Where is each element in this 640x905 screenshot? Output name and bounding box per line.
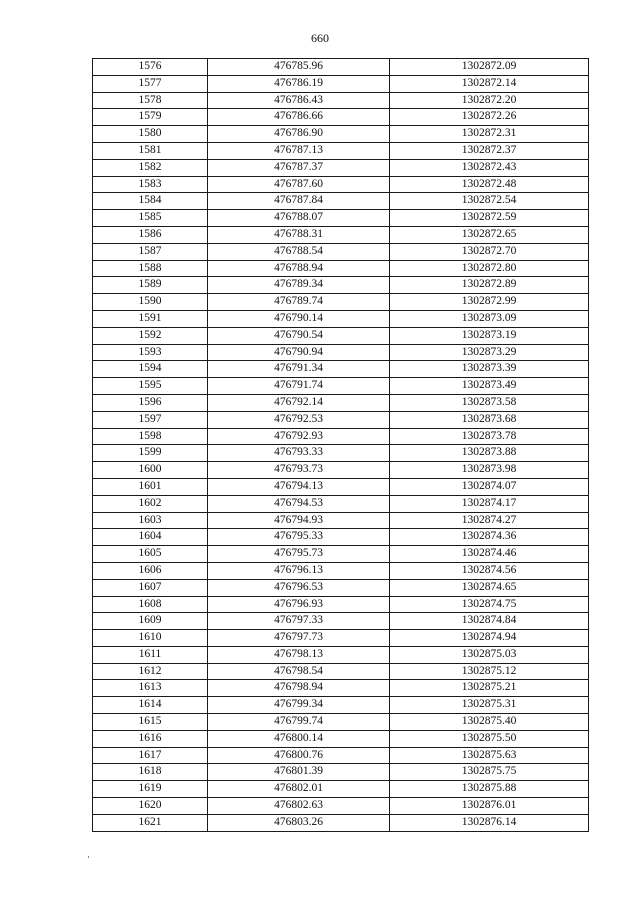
table-row <box>93 411 589 428</box>
y-coordinate-cell: 1302872.31 <box>390 126 589 143</box>
table-row <box>93 579 589 596</box>
table-row <box>93 277 589 294</box>
table-row <box>93 92 589 109</box>
x-coordinate-cell: 476787.13 <box>208 142 390 159</box>
y-coordinate-cell: 1302872.65 <box>390 226 589 243</box>
table-row <box>93 59 589 76</box>
x-coordinate-cell: 476798.13 <box>208 646 390 663</box>
table-row <box>93 798 589 815</box>
x-coordinate-cell: 476787.60 <box>208 176 390 193</box>
y-coordinate-cell: 1302875.40 <box>390 714 589 731</box>
y-coordinate-cell: 1302872.89 <box>390 277 589 294</box>
x-coordinate-cell: 476795.73 <box>208 546 390 563</box>
x-coordinate-cell: 476801.39 <box>208 764 390 781</box>
point-number-cell: 1588 <box>93 260 208 277</box>
y-coordinate-cell: 1302875.75 <box>390 764 589 781</box>
x-coordinate-cell: 476788.07 <box>208 210 390 227</box>
table-row <box>93 512 589 529</box>
scan-speck <box>88 856 89 858</box>
table-row <box>93 714 589 731</box>
point-number-cell: 1591 <box>93 310 208 327</box>
point-number-cell: 1609 <box>93 613 208 630</box>
y-coordinate-cell: 1302874.56 <box>390 562 589 579</box>
y-coordinate-cell: 1302873.19 <box>390 327 589 344</box>
x-coordinate-cell: 476796.53 <box>208 579 390 596</box>
table-row <box>93 193 589 210</box>
x-coordinate-cell: 476793.73 <box>208 462 390 479</box>
point-number-cell: 1610 <box>93 630 208 647</box>
x-coordinate-cell: 476802.01 <box>208 781 390 798</box>
point-number-cell: 1604 <box>93 529 208 546</box>
point-number-cell: 1587 <box>93 243 208 260</box>
x-coordinate-cell: 476797.33 <box>208 613 390 630</box>
y-coordinate-cell: 1302873.78 <box>390 428 589 445</box>
y-coordinate-cell: 1302874.84 <box>390 613 589 630</box>
x-coordinate-cell: 476786.19 <box>208 75 390 92</box>
y-coordinate-cell: 1302875.88 <box>390 781 589 798</box>
point-number-cell: 1584 <box>93 193 208 210</box>
x-coordinate-cell: 476788.94 <box>208 260 390 277</box>
page-number: 660 <box>311 31 329 45</box>
y-coordinate-cell: 1302873.68 <box>390 411 589 428</box>
point-number-cell: 1602 <box>93 495 208 512</box>
y-coordinate-cell: 1302876.01 <box>390 798 589 815</box>
point-number-cell: 1617 <box>93 747 208 764</box>
table-row <box>93 361 589 378</box>
y-coordinate-cell: 1302872.37 <box>390 142 589 159</box>
table-row <box>93 495 589 512</box>
y-coordinate-cell: 1302873.98 <box>390 462 589 479</box>
table-row <box>93 630 589 647</box>
y-coordinate-cell: 1302874.07 <box>390 478 589 495</box>
point-number-cell: 1598 <box>93 428 208 445</box>
y-coordinate-cell: 1302875.03 <box>390 646 589 663</box>
x-coordinate-cell: 476790.94 <box>208 344 390 361</box>
x-coordinate-cell: 476786.43 <box>208 92 390 109</box>
table-row <box>93 462 589 479</box>
x-coordinate-cell: 476786.66 <box>208 109 390 126</box>
table-row <box>93 646 589 663</box>
x-coordinate-cell: 476787.84 <box>208 193 390 210</box>
y-coordinate-cell: 1302873.88 <box>390 445 589 462</box>
table-row <box>93 781 589 798</box>
y-coordinate-cell: 1302872.14 <box>390 75 589 92</box>
table-row <box>93 176 589 193</box>
x-coordinate-cell: 476791.74 <box>208 378 390 395</box>
point-number-cell: 1605 <box>93 546 208 563</box>
table-row <box>93 310 589 327</box>
x-coordinate-cell: 476797.73 <box>208 630 390 647</box>
point-number-cell: 1620 <box>93 798 208 815</box>
point-number-cell: 1601 <box>93 478 208 495</box>
x-coordinate-cell: 476799.34 <box>208 697 390 714</box>
point-number-cell: 1576 <box>93 59 208 76</box>
point-number-cell: 1585 <box>93 210 208 227</box>
table-row <box>93 260 589 277</box>
point-number-cell: 1614 <box>93 697 208 714</box>
y-coordinate-cell: 1302874.46 <box>390 546 589 563</box>
point-number-cell: 1586 <box>93 226 208 243</box>
point-number-cell: 1600 <box>93 462 208 479</box>
x-coordinate-cell: 476798.94 <box>208 680 390 697</box>
y-coordinate-cell: 1302872.59 <box>390 210 589 227</box>
table-row <box>93 327 589 344</box>
point-number-cell: 1607 <box>93 579 208 596</box>
x-coordinate-cell: 476794.13 <box>208 478 390 495</box>
table-row <box>93 142 589 159</box>
table-row <box>93 294 589 311</box>
table-row <box>93 663 589 680</box>
point-number-cell: 1590 <box>93 294 208 311</box>
point-number-cell: 1578 <box>93 92 208 109</box>
table-row <box>93 109 589 126</box>
y-coordinate-cell: 1302872.26 <box>390 109 589 126</box>
x-coordinate-cell: 476786.90 <box>208 126 390 143</box>
y-coordinate-cell: 1302874.27 <box>390 512 589 529</box>
x-coordinate-cell: 476796.93 <box>208 596 390 613</box>
point-number-cell: 1581 <box>93 142 208 159</box>
point-number-cell: 1592 <box>93 327 208 344</box>
y-coordinate-cell: 1302872.99 <box>390 294 589 311</box>
coordinates-table-body <box>93 59 589 832</box>
table-row <box>93 126 589 143</box>
x-coordinate-cell: 476791.34 <box>208 361 390 378</box>
table-row <box>93 546 589 563</box>
point-number-cell: 1597 <box>93 411 208 428</box>
y-coordinate-cell: 1302875.31 <box>390 697 589 714</box>
x-coordinate-cell: 476794.53 <box>208 495 390 512</box>
point-number-cell: 1582 <box>93 159 208 176</box>
x-coordinate-cell: 476790.14 <box>208 310 390 327</box>
point-number-cell: 1595 <box>93 378 208 395</box>
x-coordinate-cell: 476802.63 <box>208 798 390 815</box>
point-number-cell: 1606 <box>93 562 208 579</box>
point-number-cell: 1611 <box>93 646 208 663</box>
x-coordinate-cell: 476798.54 <box>208 663 390 680</box>
point-number-cell: 1594 <box>93 361 208 378</box>
point-number-cell: 1615 <box>93 714 208 731</box>
x-coordinate-cell: 476799.74 <box>208 714 390 731</box>
table-row <box>93 445 589 462</box>
x-coordinate-cell: 476788.54 <box>208 243 390 260</box>
point-number-cell: 1599 <box>93 445 208 462</box>
x-coordinate-cell: 476794.93 <box>208 512 390 529</box>
point-number-cell: 1579 <box>93 109 208 126</box>
x-coordinate-cell: 476788.31 <box>208 226 390 243</box>
point-number-cell: 1580 <box>93 126 208 143</box>
table-row <box>93 226 589 243</box>
x-coordinate-cell: 476792.14 <box>208 394 390 411</box>
point-number-cell: 1608 <box>93 596 208 613</box>
table-row <box>93 394 589 411</box>
table-row <box>93 159 589 176</box>
y-coordinate-cell: 1302874.17 <box>390 495 589 512</box>
table-row <box>93 210 589 227</box>
x-coordinate-cell: 476793.33 <box>208 445 390 462</box>
x-coordinate-cell: 476792.53 <box>208 411 390 428</box>
x-coordinate-cell: 476795.33 <box>208 529 390 546</box>
y-coordinate-cell: 1302874.65 <box>390 579 589 596</box>
y-coordinate-cell: 1302876.14 <box>390 814 589 831</box>
y-coordinate-cell: 1302874.94 <box>390 630 589 647</box>
table-row <box>93 529 589 546</box>
x-coordinate-cell: 476785.96 <box>208 59 390 76</box>
point-number-cell: 1596 <box>93 394 208 411</box>
x-coordinate-cell: 476803.26 <box>208 814 390 831</box>
table-row <box>93 344 589 361</box>
table-row <box>93 814 589 831</box>
y-coordinate-cell: 1302873.09 <box>390 310 589 327</box>
point-number-cell: 1603 <box>93 512 208 529</box>
point-number-cell: 1589 <box>93 277 208 294</box>
point-number-cell: 1621 <box>93 814 208 831</box>
table-row <box>93 697 589 714</box>
x-coordinate-cell: 476789.74 <box>208 294 390 311</box>
y-coordinate-cell: 1302873.39 <box>390 361 589 378</box>
x-coordinate-cell: 476800.76 <box>208 747 390 764</box>
point-number-cell: 1612 <box>93 663 208 680</box>
y-coordinate-cell: 1302872.09 <box>390 59 589 76</box>
coordinates-table <box>92 58 589 832</box>
y-coordinate-cell: 1302872.20 <box>390 92 589 109</box>
y-coordinate-cell: 1302875.21 <box>390 680 589 697</box>
y-coordinate-cell: 1302875.63 <box>390 747 589 764</box>
table-row <box>93 428 589 445</box>
table-row <box>93 613 589 630</box>
point-number-cell: 1593 <box>93 344 208 361</box>
x-coordinate-cell: 476790.54 <box>208 327 390 344</box>
y-coordinate-cell: 1302873.58 <box>390 394 589 411</box>
point-number-cell: 1618 <box>93 764 208 781</box>
point-number-cell: 1577 <box>93 75 208 92</box>
y-coordinate-cell: 1302873.29 <box>390 344 589 361</box>
point-number-cell: 1583 <box>93 176 208 193</box>
point-number-cell: 1613 <box>93 680 208 697</box>
y-coordinate-cell: 1302872.80 <box>390 260 589 277</box>
y-coordinate-cell: 1302874.75 <box>390 596 589 613</box>
table-row <box>93 747 589 764</box>
table-row <box>93 75 589 92</box>
table-row <box>93 730 589 747</box>
point-number-cell: 1619 <box>93 781 208 798</box>
y-coordinate-cell: 1302872.70 <box>390 243 589 260</box>
x-coordinate-cell: 476792.93 <box>208 428 390 445</box>
x-coordinate-cell: 476800.14 <box>208 730 390 747</box>
point-number-cell: 1616 <box>93 730 208 747</box>
table-row <box>93 478 589 495</box>
y-coordinate-cell: 1302872.48 <box>390 176 589 193</box>
table-row <box>93 680 589 697</box>
table-row <box>93 378 589 395</box>
table-row <box>93 764 589 781</box>
y-coordinate-cell: 1302872.54 <box>390 193 589 210</box>
y-coordinate-cell: 1302873.49 <box>390 378 589 395</box>
x-coordinate-cell: 476796.13 <box>208 562 390 579</box>
x-coordinate-cell: 476789.34 <box>208 277 390 294</box>
y-coordinate-cell: 1302875.50 <box>390 730 589 747</box>
y-coordinate-cell: 1302874.36 <box>390 529 589 546</box>
table-row <box>93 596 589 613</box>
y-coordinate-cell: 1302872.43 <box>390 159 589 176</box>
y-coordinate-cell: 1302875.12 <box>390 663 589 680</box>
x-coordinate-cell: 476787.37 <box>208 159 390 176</box>
table-row <box>93 562 589 579</box>
table-row <box>93 243 589 260</box>
